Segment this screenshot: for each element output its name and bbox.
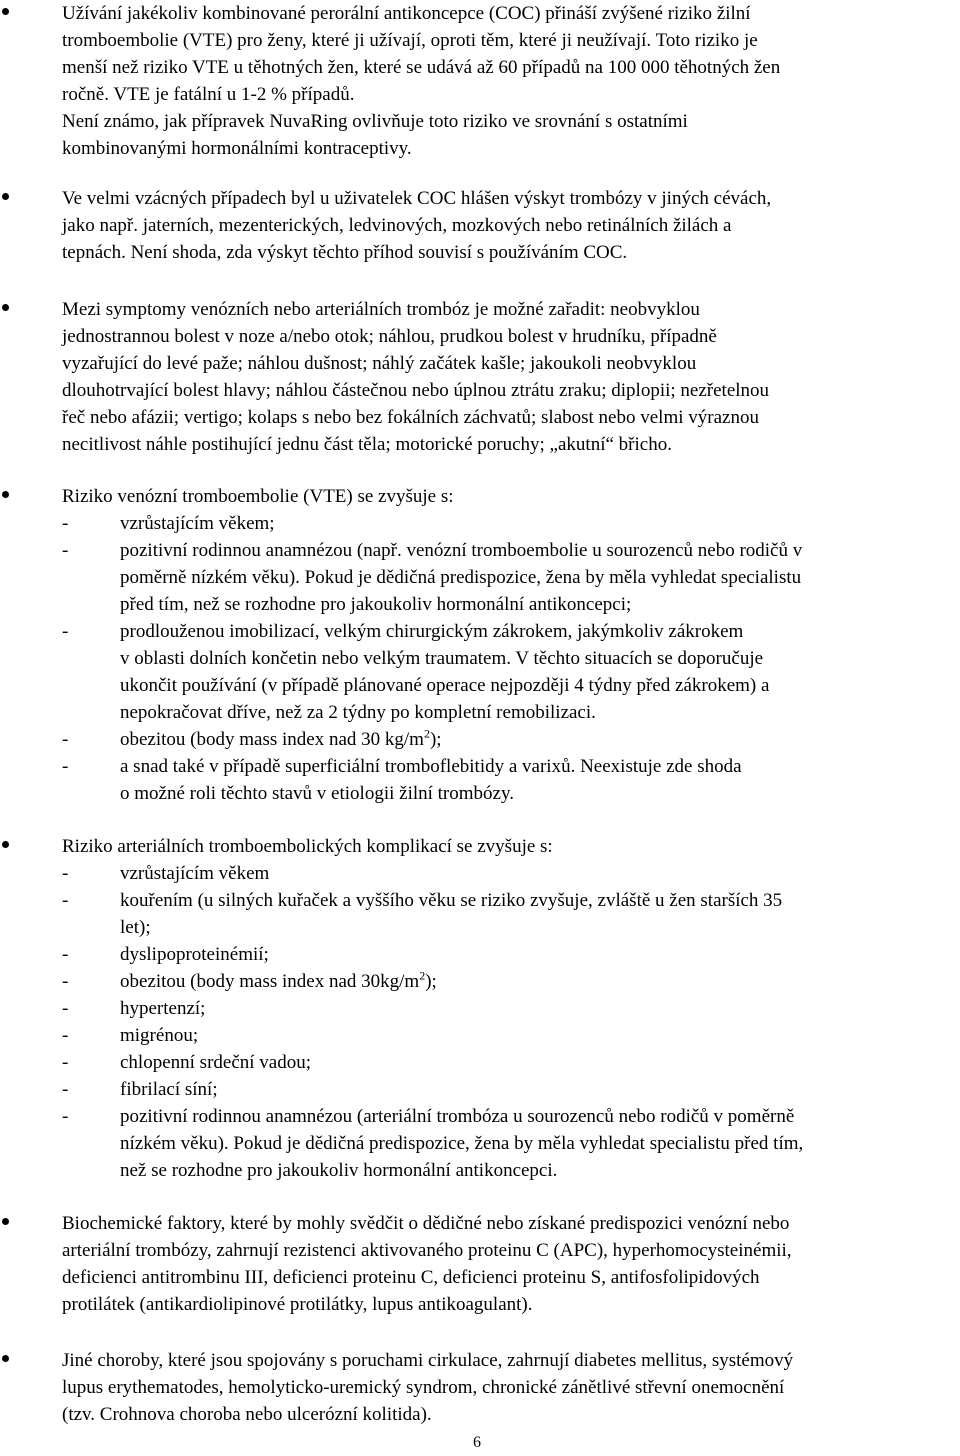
text-line: jako např. jaterních, mezenterických, ledvinových, mozkových nebo retinálních žilách a (62, 215, 732, 236)
dash-marker: - (62, 621, 69, 642)
list-lead: Riziko venózní tromboembolie (VTE) se zvyšuje s: (62, 486, 454, 507)
text-line: fibrilací síní; (120, 1079, 218, 1100)
list-item (62, 995, 957, 1022)
text-line: Mezi symptomy venózních nebo arteriálních trombóz je možné zařadit: neobvyklou (62, 299, 700, 320)
text-line: let); (120, 917, 151, 938)
list-item (62, 618, 957, 726)
bullet-icon (2, 304, 9, 311)
bullet-icon (2, 491, 9, 498)
list-item (62, 887, 957, 941)
list-item (62, 1049, 957, 1076)
text-line: a snad také v případě superficiální tromboflebitidy a varixů. Neexistuje zde shoda (120, 756, 742, 777)
text-line: v oblasti dolních končetin nebo velkým traumatem. V těchto situacích se doporučuje (120, 648, 764, 669)
text-line: Není známo, jak přípravek NuvaRing ovlivňuje toto riziko ve srovnání s ostatními (62, 111, 688, 132)
page-number: 6 (473, 1434, 481, 1451)
list-arterial-factors (62, 833, 957, 1184)
text-line: nepokračovat dříve, než za 2 týdny po kompletní remobilizaci. (120, 702, 596, 723)
text-line: pozitivní rodinnou anamnézou (arteriální trombóza u sourozenců nebo rodičů v poměrně (120, 1106, 795, 1127)
text-line: ukončit používání (v případě plánované operace nejpozději 4 týdny před zákrokem) a (120, 675, 770, 696)
text-line: dlouhotrvající bolest hlavy; náhlou částečnou nebo úplnou ztrátu zraku; diplopii; nezřetelnou (62, 380, 770, 401)
dash-marker: - (62, 890, 69, 911)
dash-marker: - (62, 513, 69, 534)
text-line: hypertenzí; (120, 998, 206, 1019)
text-line: jednostrannou bolest v noze a/nebo otok; náhlou, prudkou bolest v hrudníku, případně (62, 326, 717, 347)
text-line: menší než riziko VTE u těhotných žen, které se udává až 60 případů na 100 000 těhotných žen (62, 57, 781, 78)
dash-marker: - (62, 998, 69, 1019)
text-line: tromboembolie (VTE) pro ženy, které ji užívají, oproti těm, které ji neužívají. Toto riziko je (62, 30, 758, 51)
text-line: poměrně nízkém věku). Pokud je dědičná predispozice, žena by měla vyhledat specialistu (120, 567, 802, 588)
text-line: vzrůstajícím věkem; (120, 513, 275, 534)
list-item (62, 1022, 957, 1049)
list-vte-factors (62, 483, 957, 807)
text-line: deficienci antitrombinu III, deficienci proteinu C, deficienci proteinu S, antifosfolipidových (62, 1267, 760, 1288)
text-line: migrénou; (120, 1025, 199, 1046)
risk-factor-list (62, 510, 957, 807)
paragraph-symptoms (62, 296, 957, 458)
list-item (62, 537, 957, 618)
text-line: řeč nebo afázii; vertigo; kolaps s nebo bez fokálních záchvatů; slabost nebo velmi výraznou (62, 407, 759, 428)
text-line: Jiné choroby, které jsou spojovány s poruchami cirkulace, zahrnují diabetes mellitus, systémový (62, 1350, 794, 1371)
list-item (62, 510, 957, 537)
text-line: před tím, než se rozhodne pro jakoukoliv hormonální antikoncepci; (120, 594, 632, 615)
text-line: kouřením (u silných kuřaček a vyššího věku se riziko zvyšuje, zvláště u žen starších 35 (120, 890, 783, 911)
dash-marker: - (62, 1106, 69, 1127)
text-line: (tzv. Crohnova choroba nebo ulcerózní kolitida). (62, 1404, 432, 1425)
text-line: lupus erythematodes, hemolyticko-uremický syndrom, chronické zánětlivé střevní onemocnění (62, 1377, 785, 1398)
dash-marker: - (62, 540, 69, 561)
list-item (62, 726, 957, 753)
dash-marker: - (62, 944, 69, 965)
dash-marker: - (62, 756, 69, 777)
text-line: necitlivost náhle postihující jednu část těla; motorické poruchy; „akutní“ břicho. (62, 434, 672, 455)
list-item (62, 968, 957, 995)
bullet-icon (2, 193, 9, 200)
text-line: obezitou (body mass index nad 30 $kg/m^2$); (120, 726, 442, 750)
list-item (62, 1076, 957, 1103)
paragraph-biochemical (62, 1210, 957, 1318)
list-item (62, 1103, 957, 1184)
text-line: kombinovanými hormonálními kontraceptivy. (62, 138, 412, 159)
text-line: Užívání jakékoliv kombinované perorální antikoncepce (COC) přináší zvýšené riziko žilní (62, 3, 751, 24)
dash-marker: - (62, 1079, 69, 1100)
bullet-icon (2, 1218, 9, 1225)
text-line: Biochemické faktory, které by mohly svědčit o dědičné nebo získané predispozici venózní nebo (62, 1213, 790, 1234)
text-line: dyslipoproteinémií; (120, 944, 269, 965)
dash-marker: - (62, 729, 69, 750)
text-line: Ve velmi vzácných případech byl u uživatelek COC hlášen výskyt trombózy v jiných cévách, (62, 188, 772, 209)
text-line: tepnách. Není shoda, zda výskyt těchto příhod souvisí s používáním COC. (62, 242, 628, 263)
risk-factor-list (62, 860, 957, 1184)
paragraph-vte-risk (62, 0, 957, 162)
text-line: ročně. VTE je fatální u 1-2 % případů. (62, 84, 355, 105)
text-line: vzrůstajícím věkem (120, 863, 270, 884)
list-item (62, 860, 957, 887)
list-lead: Riziko arteriálních tromboembolických komplikací se zvyšuje s: (62, 836, 553, 857)
text-line: arteriální trombózy, zahrnují rezistenci aktivovaného proteinu C (APC), hyperhomocysteinémii, (62, 1240, 792, 1261)
text-line: vyzařující do levé paže; náhlou dušnost; náhlý začátek kašle; jakoukoli neobvyklou (62, 353, 697, 374)
bullet-icon (2, 8, 9, 15)
bullet-icon (2, 841, 9, 848)
text-line: chlopenní srdeční vadou; (120, 1052, 312, 1073)
text-line: prodlouženou imobilizací, velkým chirurgickým zákrokem, jakýmkoliv zákrokem (120, 621, 744, 642)
text-line: obezitou (body mass index nad $30kg/m^2$); (120, 968, 437, 992)
text-line: než se rozhodne pro jakoukoliv hormonální antikoncepci. (120, 1160, 558, 1181)
dash-marker: - (62, 863, 69, 884)
bullet-icon (2, 1355, 9, 1362)
list-item (62, 753, 957, 807)
dash-marker: - (62, 971, 69, 992)
dash-marker: - (62, 1025, 69, 1046)
dash-marker: - (62, 1052, 69, 1073)
text-line: nízkém věku). Pokud je dědičná predispozice, žena by měla vyhledat specialistu před tím, (120, 1133, 804, 1154)
list-item (62, 941, 957, 968)
text-line: o možné roli těchto stavů v etiologii žilní trombózy. (120, 783, 514, 804)
text-line: protilátek (antikardiolipinové protilátky, lupus antikoagulant). (62, 1294, 533, 1315)
paragraph-other-diseases (62, 1347, 957, 1428)
text-line: pozitivní rodinnou anamnézou (např. venózní tromboembolie u sourozenců nebo rodičů v (120, 540, 803, 561)
paragraph-other-vessels (62, 185, 957, 266)
